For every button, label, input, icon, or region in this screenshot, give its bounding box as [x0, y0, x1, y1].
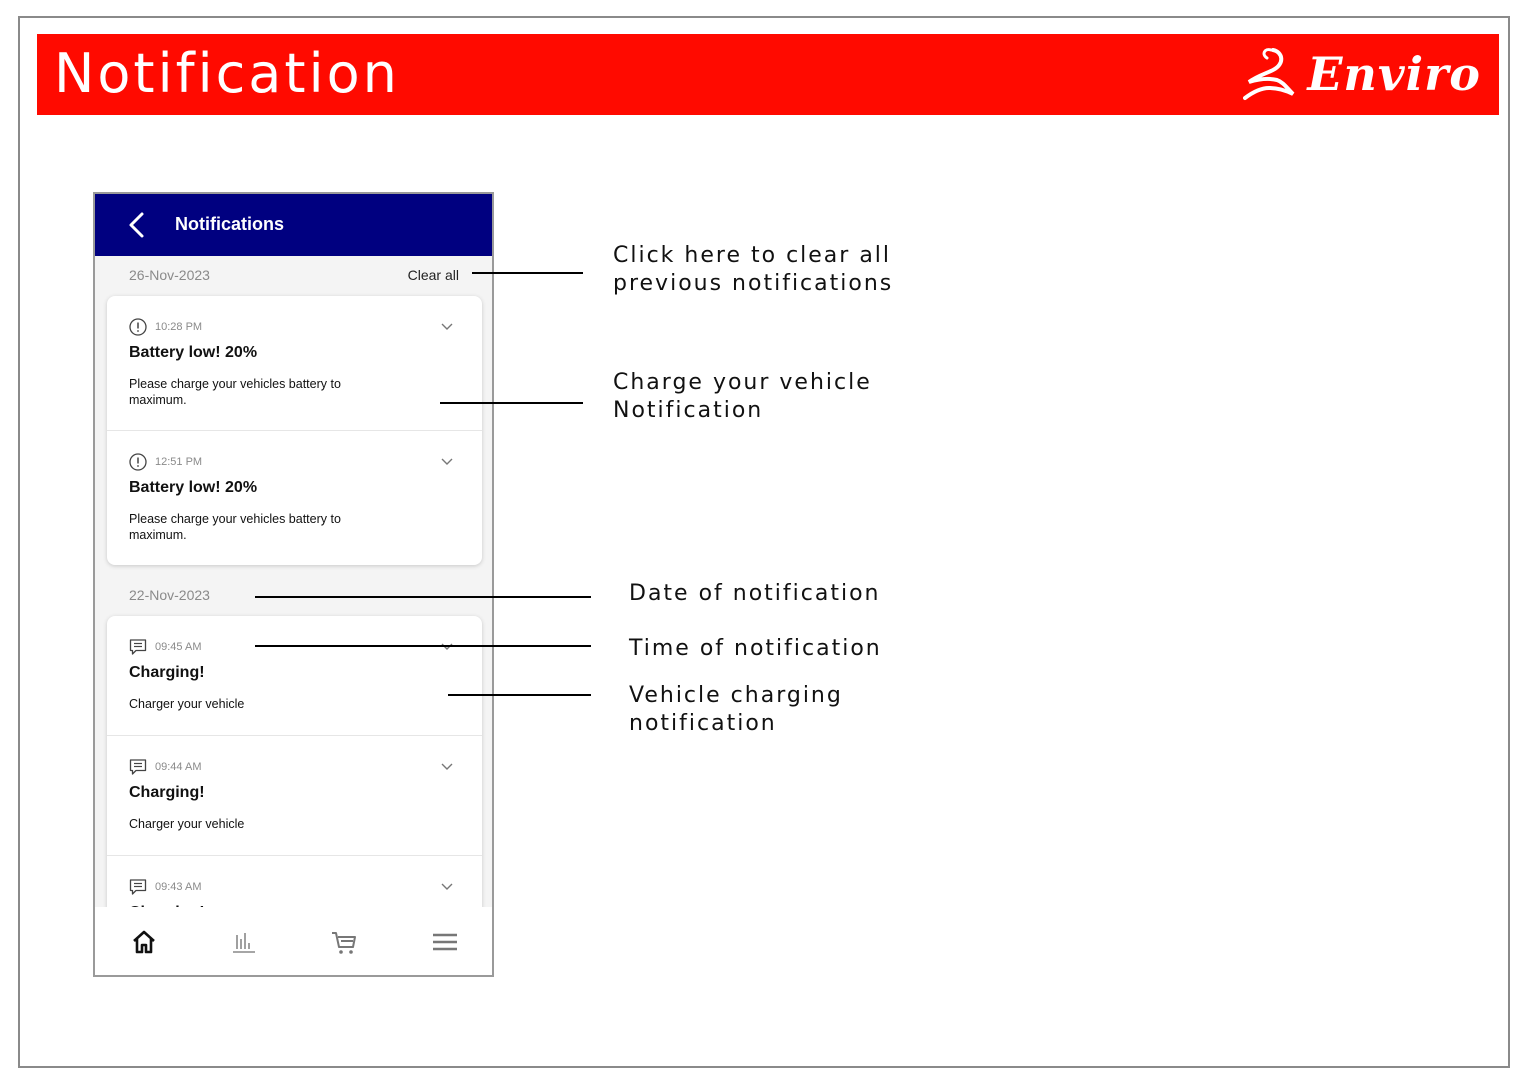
annotation-time: Time of notification	[629, 636, 882, 661]
date-label: 26-Nov-2023	[129, 267, 210, 283]
alert-circle-icon	[129, 318, 147, 336]
chevron-down-icon[interactable]	[440, 762, 454, 772]
notification-title: Battery low! 20%	[129, 344, 258, 361]
notification-card	[107, 296, 482, 565]
notification-body: Charger your vehicle	[129, 817, 245, 831]
notification-time: 09:45 AM	[155, 641, 202, 653]
app-header	[95, 194, 492, 256]
callout-line-charging	[448, 694, 591, 696]
notification-title: Charging!	[129, 784, 205, 801]
notification-item[interactable]	[107, 616, 482, 736]
cart-icon[interactable]	[329, 927, 359, 957]
notification-time: 12:51 PM	[155, 456, 203, 468]
notification-time: 09:44 AM	[155, 761, 202, 773]
chevron-down-icon[interactable]	[440, 882, 454, 892]
menu-icon[interactable]	[430, 927, 460, 957]
clear-all-button[interactable]: Clear all	[407, 267, 459, 283]
callout-line-date	[255, 596, 591, 598]
page-title: Notifications	[175, 214, 285, 234]
callout-line-time	[255, 645, 591, 647]
annotation-charging: Vehicle charging notification	[629, 683, 843, 736]
date-label: 22-Nov-2023	[129, 587, 210, 603]
message-icon	[129, 758, 147, 776]
notification-item[interactable]	[107, 431, 482, 565]
chevron-down-icon[interactable]	[440, 642, 454, 652]
notification-body: Please charge your vehicles battery to maximum.	[129, 377, 341, 407]
swoosh-icon	[1243, 46, 1295, 102]
stats-icon[interactable]	[229, 927, 259, 957]
callout-line-charge-vehicle	[440, 402, 583, 404]
slide-title: Notification	[54, 42, 400, 105]
annotation-date: Date of notification	[629, 581, 881, 606]
notification-time: 09:43 AM	[155, 881, 202, 893]
back-arrow-icon[interactable]	[125, 211, 149, 239]
chevron-down-icon[interactable]	[440, 457, 454, 467]
annotation-charge-vehicle: Charge your vehicle Notification	[613, 370, 872, 423]
date-header	[95, 261, 492, 291]
title-banner	[37, 34, 1499, 115]
notification-body: Charger your vehicle	[129, 697, 245, 711]
annotation-clear-all: Click here to clear all previous notifications	[613, 243, 894, 296]
message-icon	[129, 638, 147, 656]
notification-item[interactable]	[107, 296, 482, 431]
chevron-down-icon[interactable]	[440, 322, 454, 332]
enviro-logo	[1243, 42, 1481, 106]
notification-title: Charging!	[129, 664, 205, 681]
callout-line-clear-all	[472, 272, 583, 274]
bottom-nav	[95, 907, 492, 975]
logo-text: Enviro	[1307, 47, 1481, 101]
alert-circle-icon	[129, 453, 147, 471]
notification-title: Battery low! 20%	[129, 479, 258, 496]
phone-screen	[93, 192, 494, 977]
home-icon[interactable]	[129, 927, 159, 957]
notification-body: Please charge your vehicles battery to maximum.	[129, 512, 341, 542]
message-icon	[129, 878, 147, 896]
notification-time: 10:28 PM	[155, 321, 203, 333]
notification-item[interactable]	[107, 736, 482, 856]
